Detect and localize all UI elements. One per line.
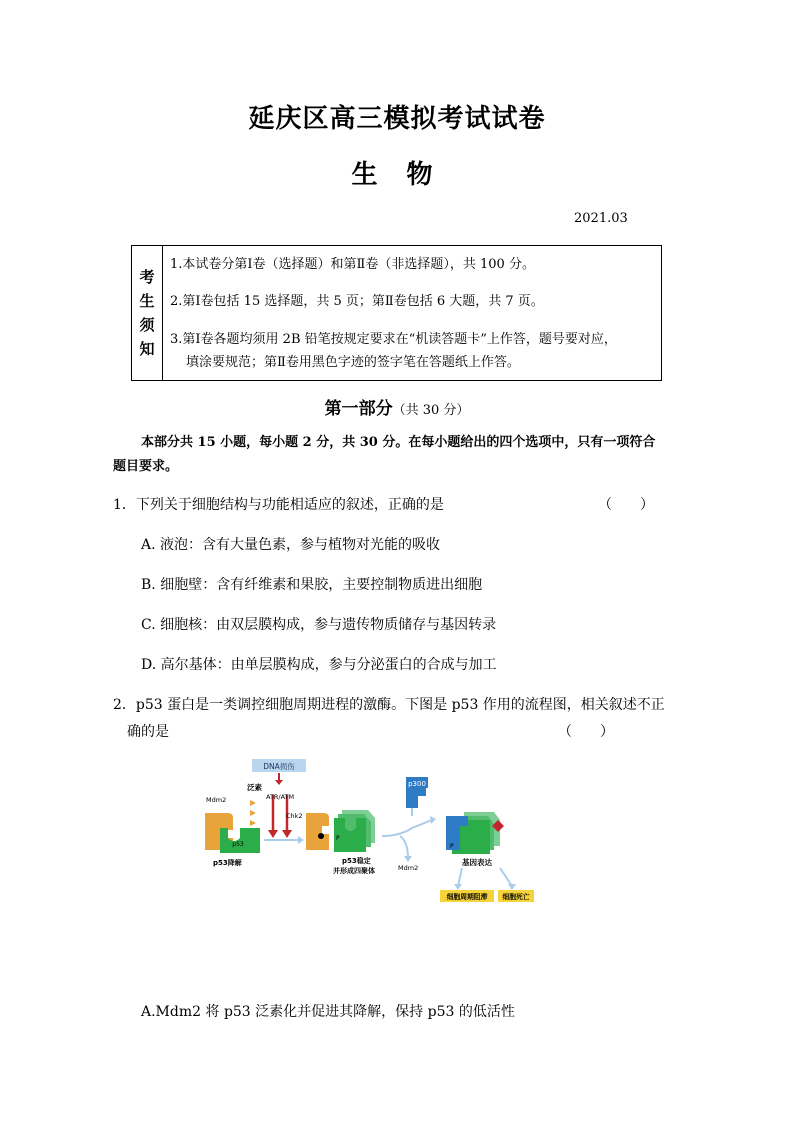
phospho-label: P <box>336 835 340 842</box>
p53-stable-label: p53稳定 <box>342 857 371 865</box>
p300-label: p300 <box>408 780 426 788</box>
ubiquitin-icon <box>250 820 256 826</box>
notice-item-3-cont: 填涂要规范；第Ⅱ卷用黑色字迹的签字笔在答题纸上作答。 <box>186 355 520 370</box>
question-2-option-a: A.Mdm2 将 p53 泛素化并促进其降解，保持 p53 的低活性 <box>141 1004 515 1020</box>
notice-label-char: 须 <box>139 316 155 334</box>
gene-expression-label: 基因表达 <box>462 858 492 867</box>
notice-box <box>131 245 662 381</box>
flow-arrow <box>500 868 512 886</box>
question-2-stem-cont: 确的是 <box>127 724 169 740</box>
flow-arrow <box>458 868 462 886</box>
ubiquitin-icon <box>250 810 256 816</box>
question-1-stem: 1．下列关于细胞结构与功能相适应的叙述，正确的是 <box>113 497 444 513</box>
section-title: 第一部分 <box>324 399 393 419</box>
exam-date: 2021.03 <box>574 211 628 226</box>
section-score: （共 30 分） <box>392 403 470 418</box>
notice-item-2: 2.第Ⅰ卷包括 15 选择题，共 5 页；第Ⅱ卷包括 6 大题，共 7 页。 <box>170 294 544 309</box>
p53-flow-diagram <box>200 758 540 908</box>
chk2-label: Chk2 <box>286 812 303 820</box>
mdm2-protein-icon <box>306 813 329 850</box>
flow-arrow <box>400 836 408 858</box>
phospho-mark <box>318 833 324 839</box>
question-1-option-c: C. 细胞核：由双层膜构成，参与遗传物质储存与基因转录 <box>141 617 497 633</box>
section-instruction: 本部分共 15 小题，每小题 2 分，共 30 分。在每小题给出的四个选项中，只有一项符合 <box>141 435 656 450</box>
notice-label-char: 生 <box>139 292 155 310</box>
p300-protein-icon <box>406 788 426 808</box>
p53-label: p53 <box>232 841 244 848</box>
question-1-option-d: D. 高尔基体：由单层膜构成，参与分泌蛋白的合成与加工 <box>141 657 497 673</box>
notice-label-char: 考 <box>139 268 155 286</box>
cell-death-label: 细胞死亡 <box>502 893 530 901</box>
red-arrow-head <box>282 830 292 838</box>
flow-arrow-head <box>430 816 436 824</box>
question-2-stem: 2．p53 蛋白是一类调控细胞周期进程的激酶。下图是 p53 作用的流程图，相关叙述不正 <box>113 697 665 713</box>
flow-arrow-head <box>508 884 516 890</box>
flow-arrow-head <box>404 856 412 862</box>
section-instruction-cont: 题目要求。 <box>113 459 179 474</box>
mdm2-release-label: Mdm2 <box>398 864 419 872</box>
notice-label <box>132 246 163 380</box>
question-2-answer-blank: （ ） <box>558 724 614 740</box>
flow-arrow-head <box>454 884 462 890</box>
atr-atm-label: ATR/ATM <box>266 793 295 801</box>
ubiquitin-icon <box>250 800 256 806</box>
question-1-option-a: A. 液泡：含有大量色素，参与植物对光能的吸收 <box>141 537 441 553</box>
page-title: 延庆区高三模拟考试试卷 <box>248 104 546 134</box>
phospho-label: P <box>450 843 454 850</box>
notice-item-3: 3.第Ⅰ卷各题均须用 2B 铅笔按规定要求在“机读答题卡”上作答，题号要对应， <box>170 332 617 347</box>
p53-degradation-label: p53降解 <box>213 859 242 867</box>
dna-damage-label: DNA损伤 <box>263 762 295 771</box>
question-1-answer-blank: （ ） <box>598 497 654 513</box>
section-heading <box>0 394 794 419</box>
flow-arrow <box>382 820 432 836</box>
mdm2-label: Mdm2 <box>206 796 227 804</box>
p53-stable-label-cont: 并形成四聚体 <box>333 867 375 875</box>
ubiquitin-label: 泛素 <box>247 783 262 792</box>
subject-title: 生 物 <box>351 160 443 190</box>
red-arrow-head <box>275 780 283 785</box>
flow-arrow-head <box>298 836 304 844</box>
question-1-option-b: B. 细胞壁：含有纤维素和果胶，主要控制物质进出细胞 <box>141 577 483 593</box>
red-arrow-head <box>268 830 278 838</box>
cell-cycle-arrest-label: 细胞周期阻滞 <box>446 893 488 901</box>
notice-label-char: 知 <box>139 340 155 358</box>
notice-item-1: 1.本试卷分第Ⅰ卷（选择题）和第Ⅱ卷（非选择题），共 100 分。 <box>170 257 535 272</box>
